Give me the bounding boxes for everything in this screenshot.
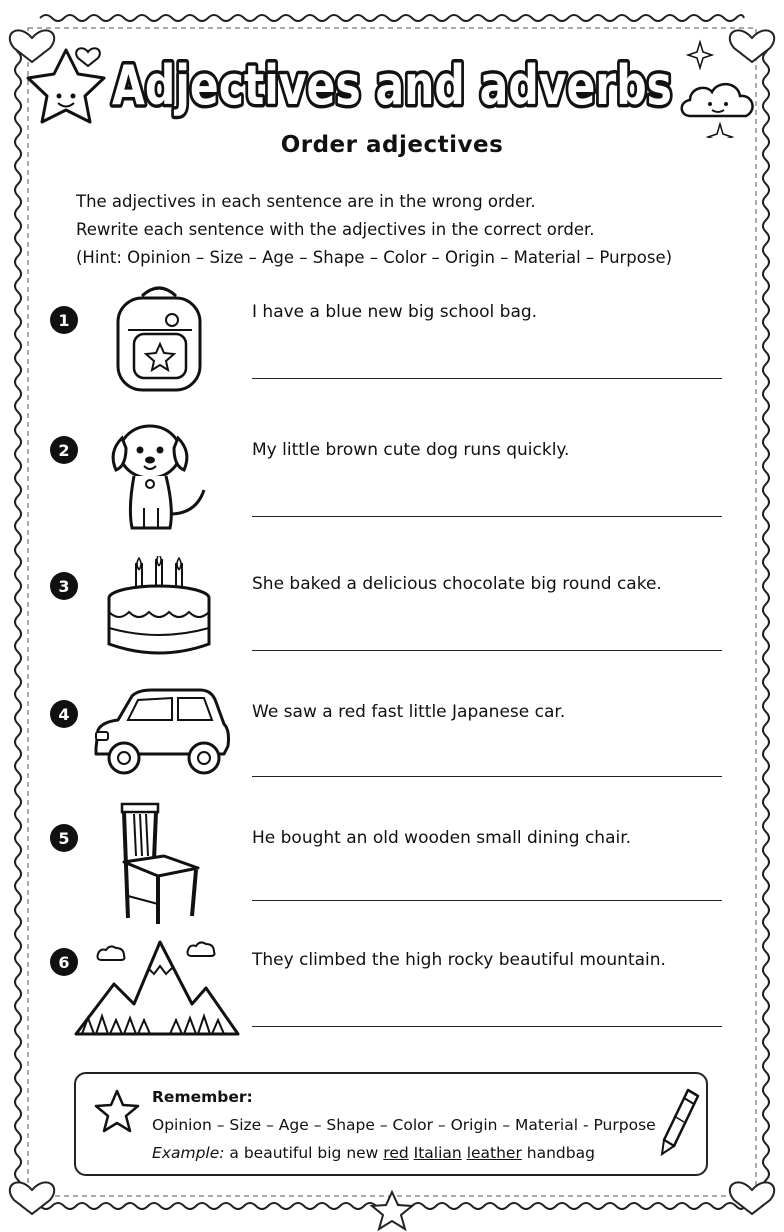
item-number: 5	[50, 824, 78, 852]
item-number: 3	[50, 572, 78, 600]
smiling-cloud-icon	[682, 84, 753, 116]
sentence-text: He bought an old wooden small dining chair.	[252, 828, 632, 848]
example-material-word: leather	[466, 1144, 522, 1162]
remember-title: Remember:	[152, 1088, 253, 1106]
answer-line[interactable]	[252, 516, 722, 517]
example-color-word: red	[383, 1144, 409, 1162]
remember-order: Opinion – Size – Age – Shape – Color – Origin – Material - Purpose	[152, 1116, 656, 1134]
item-number: 2	[50, 436, 78, 464]
instruction-line: (Hint: Opinion – Size – Age – Shape – Color – Origin – Material – Purpose)	[76, 248, 673, 267]
example-origin-word: Italian	[413, 1144, 462, 1162]
answer-line[interactable]	[252, 650, 722, 651]
item-number: 4	[50, 700, 78, 728]
answer-line[interactable]	[252, 1026, 722, 1027]
answer-line[interactable]	[252, 378, 722, 379]
pencil-icon	[660, 1088, 700, 1158]
title-banner	[0, 28, 784, 138]
car-icon	[88, 688, 232, 780]
star-icon	[94, 1088, 140, 1134]
instructions	[76, 188, 672, 272]
answer-line[interactable]	[252, 900, 722, 901]
cake-icon	[104, 556, 216, 666]
chair-icon	[112, 800, 202, 926]
dog-icon	[104, 418, 216, 534]
heart-doodle-icon	[76, 48, 100, 66]
example-label: Example:	[152, 1144, 225, 1162]
sparkle-icon	[688, 42, 712, 68]
mountain-icon	[74, 938, 240, 1038]
instruction-line: Rewrite each sentence with the adjectives in the correct order.	[76, 220, 595, 239]
sentence-text: She baked a delicious chocolate big round cake.	[252, 574, 662, 594]
instruction-line: The adjectives in each sentence are in the wrong order.	[76, 192, 536, 211]
sentence-text: They climbed the high rocky beautiful mountain.	[252, 950, 666, 970]
page-title: Adjectives and adverbs	[112, 54, 672, 117]
answer-line[interactable]	[252, 776, 722, 777]
remember-box	[74, 1072, 708, 1176]
sentence-text: We saw a red fast little Japanese car.	[252, 702, 566, 722]
backpack-icon	[104, 282, 214, 392]
item-number: 6	[50, 948, 78, 976]
remember-example: Example: a beautiful big new red Italian leather handbag	[152, 1144, 595, 1162]
star-icon	[372, 1192, 412, 1229]
worksheet-subtitle: Order adjectives	[280, 132, 504, 158]
sentence-text: My little brown cute dog runs quickly.	[252, 440, 570, 460]
sentence-text: I have a blue new big school bag.	[252, 302, 538, 322]
item-number: 1	[50, 306, 78, 334]
